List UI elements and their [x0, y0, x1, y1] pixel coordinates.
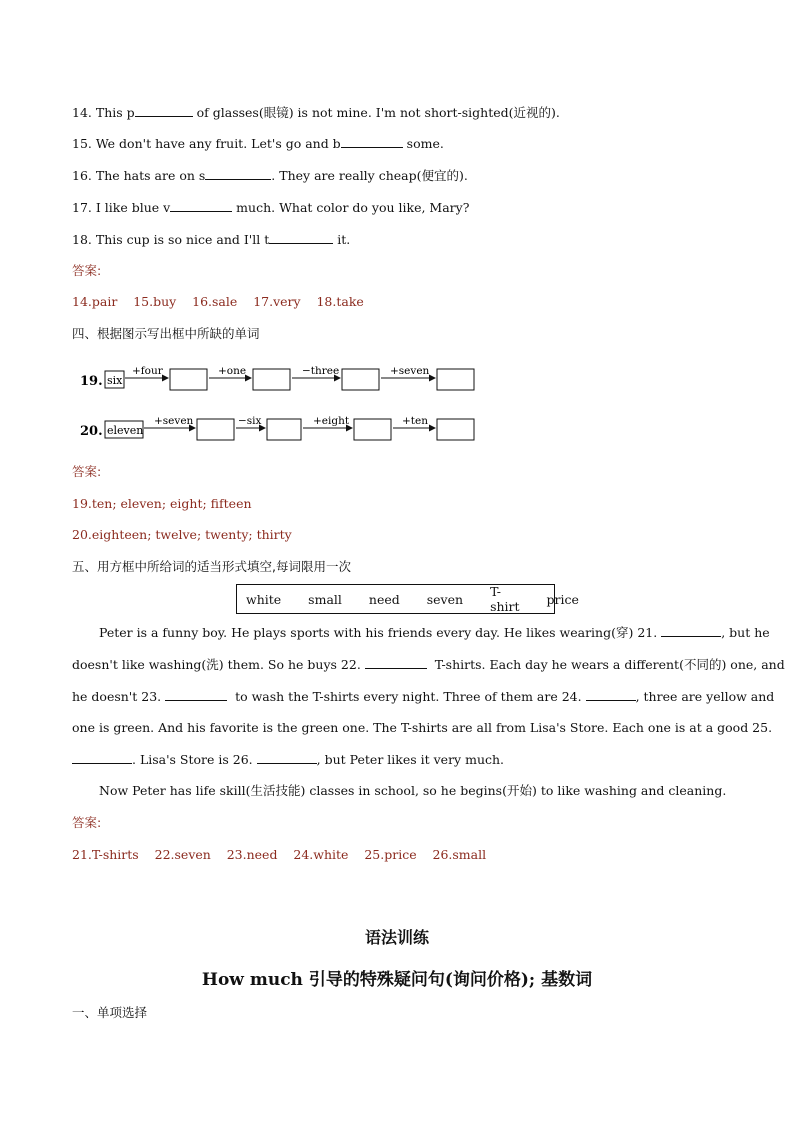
- row-19-op-4: +seven: [390, 365, 430, 377]
- row-20-op-2: −six: [238, 415, 262, 427]
- answers-14-18: 14.pair 15.buy 16.sale 17.very 18.take: [72, 294, 364, 309]
- section-5-heading: 五、用方框中所给词的适当形式填空,每词限用一次: [72, 559, 351, 574]
- question-16: 16. The hats are on s . They are really cheap(便宜的).: [72, 168, 468, 183]
- row-20-op-4: +ten: [402, 415, 428, 427]
- section-4-heading: 四、根据图示写出框中所缺的单词: [72, 326, 260, 341]
- question-15: 15. We don't have any fruit. Let's go and b some.: [72, 136, 444, 151]
- blank[interactable]: [661, 624, 721, 637]
- grammar-subtitle: How much 引导的特殊疑问句(询问价格); 基数词: [201, 970, 593, 990]
- row-20-number: 20.: [80, 424, 103, 439]
- word: white: [246, 591, 282, 607]
- answer-box[interactable]: [170, 369, 207, 390]
- row-19-op-2: +one: [218, 365, 247, 377]
- answer-box[interactable]: [437, 419, 474, 440]
- word-box: [236, 584, 579, 614]
- blank[interactable]: [135, 104, 193, 117]
- row-19-start: six: [107, 374, 123, 387]
- word: seven: [426, 591, 464, 607]
- word: price: [546, 591, 579, 607]
- answer-19: 19.ten; eleven; eight; fifteen: [72, 496, 252, 511]
- blank[interactable]: [365, 656, 427, 669]
- blank[interactable]: [170, 199, 232, 212]
- answer-box[interactable]: [253, 369, 290, 390]
- grammar-item-1: 一、单项选择: [72, 1005, 148, 1020]
- answer-box[interactable]: [354, 419, 391, 440]
- word: T-shirt: [490, 584, 520, 614]
- question-18: 18. This cup is so nice and I'll t it.: [72, 232, 351, 247]
- question-14: 14. This p of glasses(眼镜) is not mine. I'm not short-sighted(近视的).: [72, 105, 560, 120]
- grammar-title: 语法训练: [364, 928, 429, 947]
- answer-box[interactable]: [197, 419, 234, 440]
- answer-box[interactable]: [267, 419, 301, 440]
- row-19-op-1: +four: [132, 365, 163, 377]
- passage-line-3: he doesn't 23. to wash the T-shirts every night. Three of them are 24. , three are yellow and: [72, 689, 775, 704]
- word: need: [368, 591, 400, 607]
- blank[interactable]: [257, 751, 317, 764]
- answer-label: 答案:: [72, 263, 102, 278]
- row-20-start: eleven: [107, 424, 144, 437]
- passage-line-2: doesn't like washing(洗) them. So he buys 22. T-shirts. Each day he wears a different(不同的) one, and: [72, 657, 785, 672]
- answer-box[interactable]: [437, 369, 474, 390]
- row-19-op-3: −three: [302, 365, 340, 377]
- passage-line-5: . Lisa's Store is 26. , but Peter likes it very much.: [72, 751, 504, 768]
- row-20-op-3: +eight: [313, 415, 350, 427]
- answer-label: 答案:: [72, 464, 102, 479]
- answer-box[interactable]: [342, 369, 379, 390]
- blank[interactable]: [72, 751, 132, 764]
- question-17: 17. I like blue v much. What color do you like, Mary?: [72, 200, 470, 215]
- blank[interactable]: [205, 167, 271, 180]
- answer-20: 20.eighteen; twelve; twenty; thirty: [72, 527, 292, 542]
- blank[interactable]: [165, 688, 227, 701]
- blank[interactable]: [341, 135, 403, 148]
- blank[interactable]: [586, 688, 636, 701]
- number-chain-diagram: [72, 358, 492, 448]
- blank[interactable]: [269, 231, 333, 244]
- passage-line-1: Peter is a funny boy. He plays sports with his friends every day. He likes wearing(穿) 21. , but he: [99, 625, 770, 640]
- passage-line-4: one is green. And his favorite is the green one. The T-shirts are all from Lisa's Store. Each one is at a good 25.: [72, 720, 773, 735]
- passage-paragraph-2: Now Peter has life skill(生活技能) classes in school, so he begins(开始) to like washing and cleaning.: [99, 783, 727, 798]
- row-20-op-1: +seven: [154, 415, 194, 427]
- word: small: [308, 591, 342, 607]
- row-19-number: 19.: [80, 374, 103, 389]
- answers-21-26: 21.T-shirts 22.seven 23.need 24.white 25.price 26.small: [72, 847, 487, 862]
- answer-label: 答案:: [72, 815, 102, 830]
